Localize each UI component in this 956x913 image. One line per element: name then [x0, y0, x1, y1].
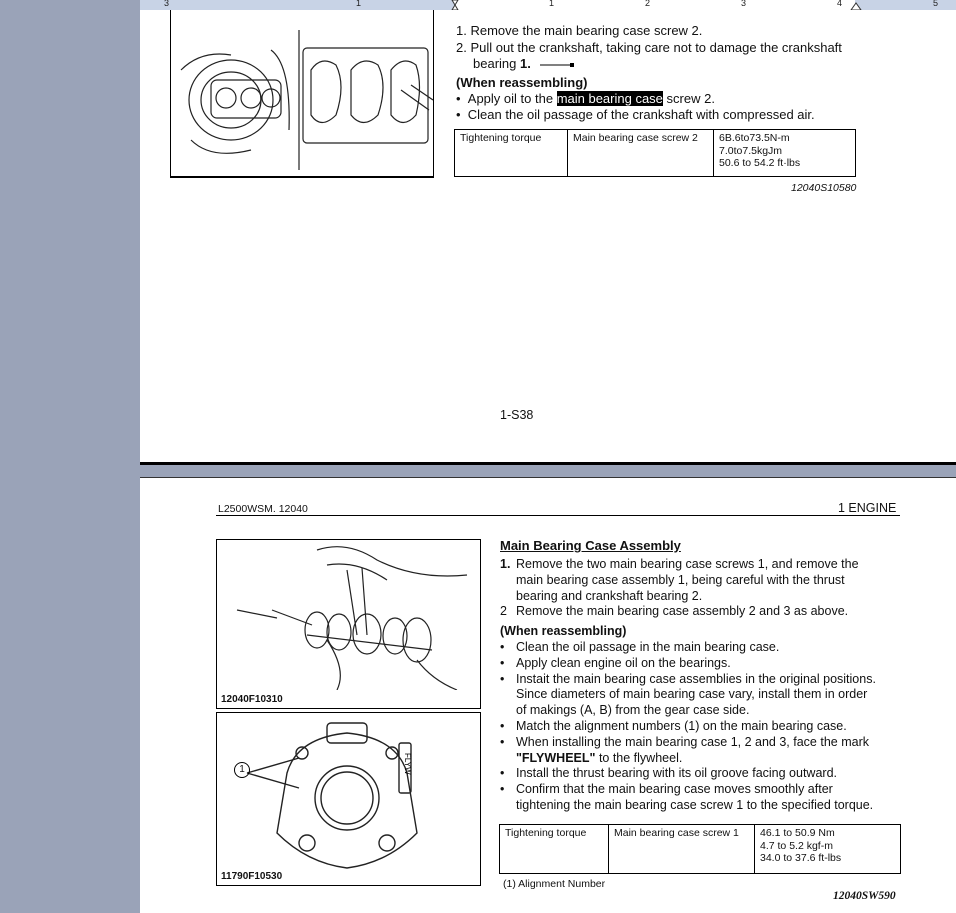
- bullet-1-text: Apply oil to the: [467, 91, 554, 106]
- section-code: 12040S10580: [791, 182, 857, 194]
- flywheel-mark: "FLYWHEEL": [516, 750, 596, 765]
- reassembling-heading: (When reassembling): [500, 624, 627, 638]
- table-cell-label: Tightening torque: [500, 825, 609, 873]
- step-text: [516, 557, 859, 604]
- torque-value: 7.0to7.5kgJm: [719, 144, 783, 157]
- step-item: [500, 557, 900, 604]
- torque-table-2: [499, 824, 901, 874]
- step-2: 2. Pull out the crankshaft, taking care not to damage the crankshaft: [456, 40, 842, 55]
- step-line: main bearing case assembly 1, being careful with the thrust: [516, 572, 845, 587]
- table-cell-values: [714, 130, 855, 176]
- ruler-number: 2: [645, 0, 651, 8]
- ruler-number: 3: [164, 0, 170, 8]
- page-gap: [140, 465, 956, 477]
- table-cell-label: Tightening torque: [455, 130, 568, 176]
- bullet-item: • When installing the main bearing case 1, 2 and 3, face the mark "FLYWHEEL" to the flywheel.: [500, 734, 869, 765]
- bullet-text: Since diameters of main bearing case vary, install them in order: [516, 687, 868, 702]
- bullet-item: • Clean the oil passage in the main bearing case.: [500, 640, 780, 654]
- torque-value: 6B.6to73.5N-m: [719, 132, 790, 144]
- flywheel-rest: to the flywheel.: [598, 750, 683, 765]
- document-gutter: [0, 0, 140, 912]
- step-line: Remove the main bearing case assembly 2 and 3 as above.: [516, 604, 849, 619]
- selected-text[interactable]: main bearing case: [556, 91, 663, 106]
- reassembling-heading: (When reassembling): [456, 75, 588, 90]
- figure-1: [216, 539, 481, 709]
- bullet-list: [500, 640, 900, 814]
- bullet-text: [516, 751, 869, 767]
- bullet-item: • Apply clean engine oil on the bearings.: [500, 655, 731, 670]
- bullet-text: When installing the main bearing case 1, 2 and 3, face the mark: [516, 734, 869, 749]
- bearing-case-front-view-illustration: [217, 713, 480, 871]
- ruler-number: 1: [549, 0, 555, 8]
- table-cell-values: [755, 825, 900, 873]
- bullet-text: Clean the oil passage in the main bearing case.: [516, 640, 780, 654]
- step-1: 1. Remove the main bearing case screw 2.: [456, 23, 703, 38]
- ruler-margin-left: [140, 0, 455, 10]
- step-line: bearing and crankshaft bearing 2.: [516, 588, 703, 603]
- bullet-item: • Confirm that the main bearing case moves smoothly after tightening the main bearing case screw 1 to the specified torque.: [500, 782, 874, 812]
- callout-number: 1: [234, 762, 250, 778]
- bullet-1-text-end: screw 2.: [666, 91, 715, 106]
- step-number: 2: [500, 604, 507, 619]
- ruler-number: 1: [356, 0, 362, 8]
- section-title: Main Bearing Case Assembly: [500, 538, 681, 553]
- ruler-margin-right: [855, 0, 956, 10]
- torque-value: 50.6 to 54.2 ft·lbs: [719, 157, 801, 169]
- ruler-number: 4: [837, 0, 843, 8]
- bullet-text: Apply clean engine oil on the bearings.: [516, 655, 731, 670]
- bullet-text: tightening the main bearing case screw 1 to the specified torque.: [516, 797, 874, 812]
- step-item: [500, 604, 900, 620]
- bullet-2-text: Clean the oil passage of the crankshaft with compressed air.: [467, 107, 815, 122]
- steps-list: [500, 557, 900, 620]
- right-indent-marker-icon[interactable]: [850, 0, 862, 10]
- bearing-case-removal-illustration: [217, 540, 480, 690]
- header-right: 1 ENGINE: [838, 501, 897, 515]
- figure-frame: [170, 10, 434, 178]
- step-2-continued: [473, 56, 584, 72]
- alignment-note: (1) Alignment Number: [503, 878, 606, 890]
- step-number: 1.: [500, 557, 511, 571]
- bullet-text: Install the thrust bearing with its oil groove facing outward.: [516, 766, 838, 781]
- ruler-number: 3: [741, 0, 747, 8]
- figure-2: [216, 712, 481, 886]
- bullet-1: • Apply oil to the main bearing case screw 2.: [456, 91, 715, 106]
- table-cell-part: Main bearing case screw 1: [609, 825, 755, 873]
- section-code: 12040SW590: [833, 890, 896, 902]
- document-page-2: [140, 477, 956, 913]
- bullet-item: • Instait the main bearing case assemblies in the original positions. Since diameters of main bearing case vary, install them in order of makings (A, B) from the gear case side.: [500, 671, 876, 718]
- bullet-text: Confirm that the main bearing case moves smoothly after: [516, 782, 833, 797]
- bullet-text: of makings (A, B) from the gear case side.: [516, 703, 750, 718]
- step-line: Remove the two main bearing case screws 1, and remove the: [516, 557, 859, 571]
- torque-value: 4.7 to 5.2 kgf-m: [760, 839, 833, 852]
- header-left: L2500WSM. 12040: [218, 503, 308, 515]
- figure-2-caption: 11790F10530: [221, 871, 283, 882]
- bullet-item: • Match the alignment numbers (1) on the main bearing case.: [500, 718, 847, 733]
- crankshaft-removal-illustration: [171, 10, 433, 176]
- bullet-2: • Clean the oil passage of the crankshaft with compressed air.: [456, 107, 815, 122]
- bullet-item: • Install the thrust bearing with its oil groove facing outward.: [500, 766, 838, 781]
- leader-line-icon: [534, 60, 584, 70]
- torque-table-1: [454, 129, 856, 177]
- ruler-number: 5: [933, 0, 939, 8]
- step-2-text: bearing: [473, 56, 517, 71]
- step-2-bold: 1.: [520, 56, 531, 71]
- header-rule: [216, 515, 900, 516]
- bullet-text: Instait the main bearing case assemblies in the original positions.: [516, 671, 876, 686]
- figure-1-caption: 12040F10310: [221, 694, 283, 705]
- table-cell-part: Main bearing case screw 2: [568, 130, 714, 176]
- bullet-text: Match the alignment numbers (1) on the main bearing case.: [516, 718, 847, 733]
- indent-marker-icon[interactable]: [450, 0, 464, 10]
- document-page-1: [140, 10, 956, 465]
- page-number: 1-S38: [500, 408, 534, 422]
- svg-text:FLYW: FLYW: [403, 753, 412, 775]
- torque-value: 46.1 to 50.9 Nm: [760, 827, 835, 839]
- torque-value: 34.0 to 37.6 ft-lbs: [760, 852, 842, 864]
